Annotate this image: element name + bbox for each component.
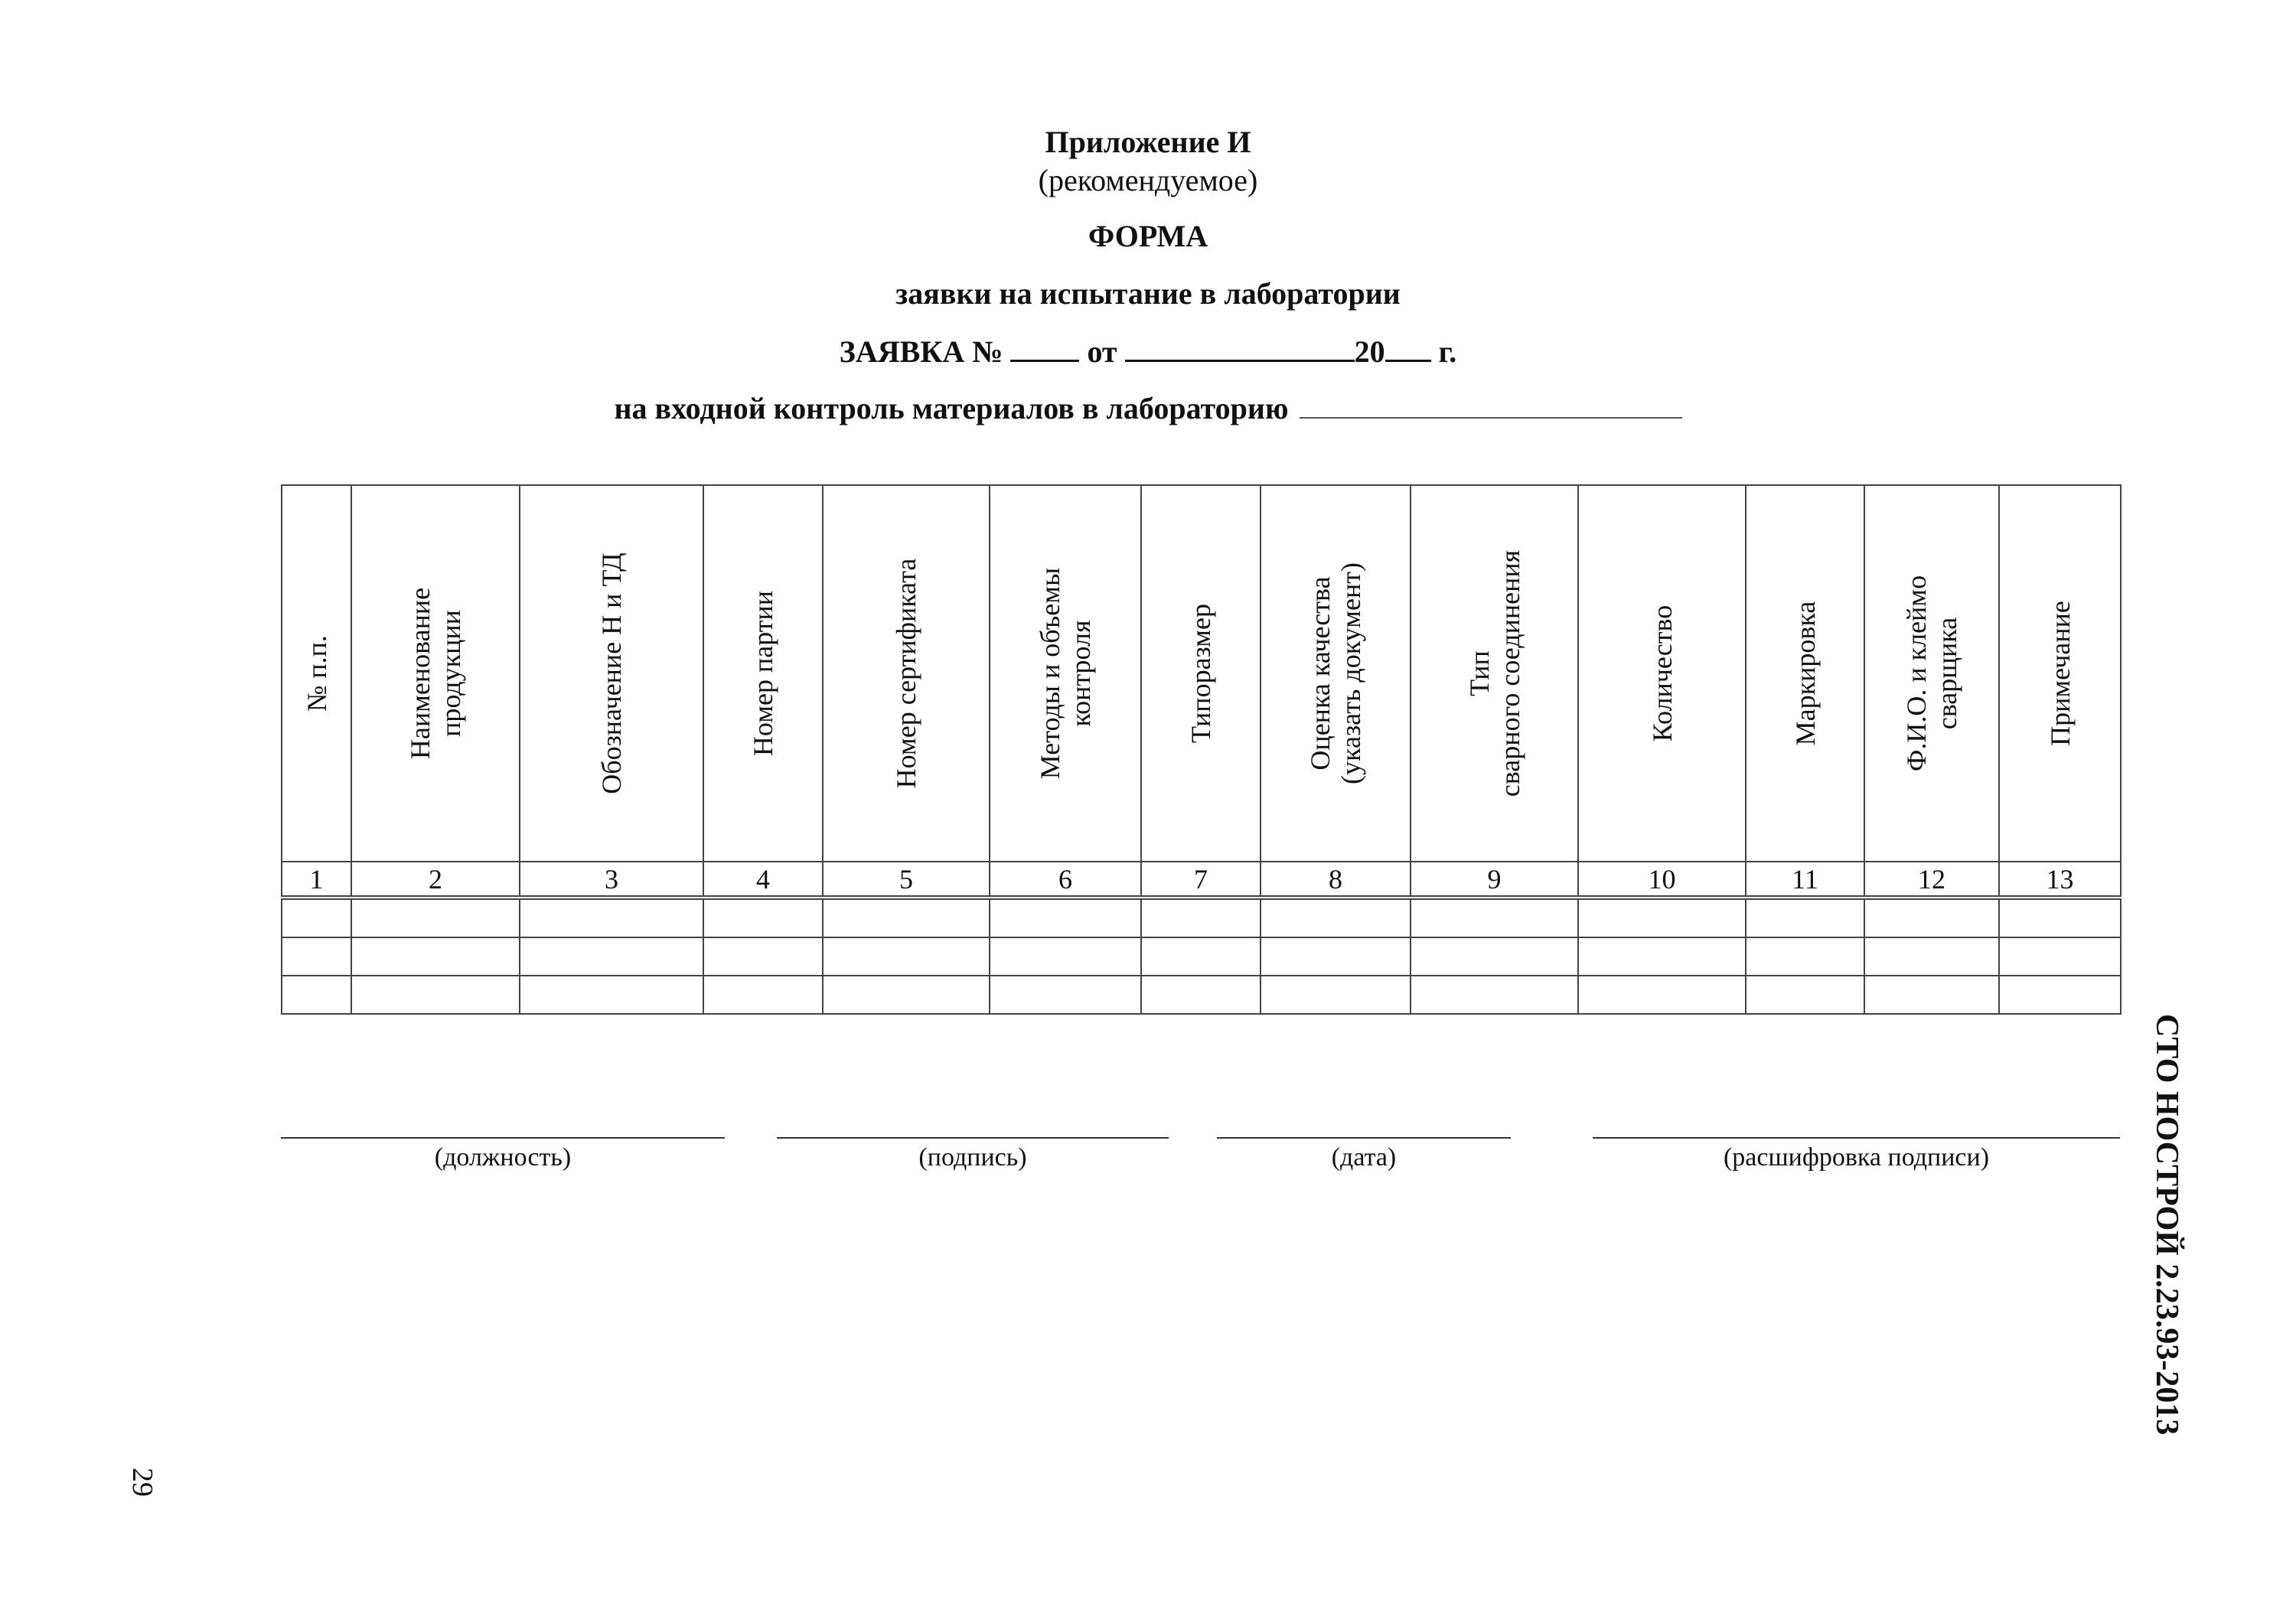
table-cell[interactable]: [351, 937, 520, 976]
request-year-blank[interactable]: [1385, 337, 1431, 362]
table-cell[interactable]: [1999, 976, 2121, 1014]
column-header: Количество: [1578, 485, 1746, 862]
table-cell[interactable]: [1261, 898, 1411, 937]
table-cell[interactable]: [1261, 976, 1411, 1014]
table-cell[interactable]: [823, 976, 990, 1014]
standard-code: СТО НОСТРОЙ 2.23.93-2013: [2149, 1014, 2184, 1436]
column-header: Номер партии: [703, 485, 823, 862]
table-cell[interactable]: [703, 898, 823, 937]
table-cell[interactable]: [823, 898, 990, 937]
table-cell[interactable]: [282, 898, 351, 937]
table-cell[interactable]: [1864, 937, 1999, 976]
column-header: № п.п.: [282, 485, 351, 862]
table-cell[interactable]: [1578, 937, 1746, 976]
column-number: 13: [1999, 862, 2121, 898]
table-cell[interactable]: [703, 976, 823, 1014]
form-heading: ФОРМА: [1088, 219, 1208, 253]
table-cell[interactable]: [1864, 898, 1999, 937]
control-line: [0, 390, 2296, 426]
table-cell[interactable]: [1999, 898, 2121, 937]
signature-date-line[interactable]: [1217, 1137, 1511, 1172]
request-date-blank[interactable]: [1125, 337, 1355, 362]
page-number: 29: [126, 1468, 158, 1497]
column-number: 7: [1141, 862, 1261, 898]
table-cell[interactable]: [520, 898, 703, 937]
request-number-blank[interactable]: [1010, 337, 1079, 362]
signature-decryption-line[interactable]: [1593, 1137, 2120, 1172]
table-cell[interactable]: [990, 898, 1141, 937]
table-cell[interactable]: [1864, 976, 1999, 1014]
table-cell[interactable]: [823, 937, 990, 976]
column-number: 12: [1864, 862, 1999, 898]
table-cell[interactable]: [520, 937, 703, 976]
table-row[interactable]: [282, 976, 2121, 1014]
column-header: Методы и объемы контроля: [990, 485, 1141, 862]
form-purpose: заявки на испытание в лаборатории: [895, 276, 1401, 311]
request-prefix: ЗАЯВКА №: [839, 334, 1003, 369]
table-cell[interactable]: [1746, 898, 1864, 937]
signature-decryption-label: (расшифровка подписи): [1723, 1143, 1990, 1172]
control-text: на входной контроль материалов в лабораторию: [614, 391, 1289, 425]
appendix-title: Приложение И: [1045, 125, 1251, 159]
column-header: Номер сертификата: [823, 485, 990, 862]
table-cell[interactable]: [990, 976, 1141, 1014]
column-number: 4: [703, 862, 823, 898]
table-cell[interactable]: [520, 976, 703, 1014]
appendix-subtitle: (рекомендуемое): [1038, 163, 1258, 197]
request-from: от: [1087, 334, 1117, 369]
signature-sign-line[interactable]: [777, 1137, 1169, 1172]
column-header: Обозначение Н и ТД: [520, 485, 703, 862]
table-cell[interactable]: [351, 898, 520, 937]
request-line: [0, 334, 2296, 370]
column-number: 9: [1411, 862, 1578, 898]
table-cell[interactable]: [1141, 898, 1261, 937]
table-cell[interactable]: [703, 937, 823, 976]
request-table: [281, 484, 2122, 1015]
table-cell[interactable]: [282, 976, 351, 1014]
signature-position-line[interactable]: [281, 1137, 725, 1172]
table-cell[interactable]: [351, 976, 520, 1014]
column-number: 2: [351, 862, 520, 898]
column-number: 11: [1746, 862, 1864, 898]
column-header: Примечание: [1999, 485, 2121, 862]
column-header: Наименование продукции: [351, 485, 520, 862]
table-cell[interactable]: [1999, 937, 2121, 976]
column-header: Ф.И.О. и клеймо сварщика: [1864, 485, 1999, 862]
signature-position-label: (должность): [434, 1143, 572, 1172]
table-cell[interactable]: [1411, 898, 1578, 937]
table-cell[interactable]: [1411, 937, 1578, 976]
column-number: 8: [1261, 862, 1411, 898]
column-number: 6: [990, 862, 1141, 898]
column-header: Маркировка: [1746, 485, 1864, 862]
table-cell[interactable]: [990, 937, 1141, 976]
request-year: 20: [1354, 334, 1385, 369]
table-cell[interactable]: [1261, 937, 1411, 976]
table-cell[interactable]: [1578, 976, 1746, 1014]
table-cell[interactable]: [1578, 898, 1746, 937]
column-header: Оценка качества (указать документ): [1261, 485, 1411, 862]
column-header: Тип сварного соединения: [1411, 485, 1578, 862]
table-cell[interactable]: [1746, 976, 1864, 1014]
signature-sign-label: (подпись): [918, 1143, 1027, 1172]
column-number: 5: [823, 862, 990, 898]
table-cell[interactable]: [1746, 937, 1864, 976]
column-number-row: [282, 862, 2121, 898]
column-number: 10: [1578, 862, 1746, 898]
signature-date-label: (дата): [1331, 1143, 1397, 1172]
laboratory-blank[interactable]: [1300, 394, 1682, 419]
table-cell[interactable]: [1141, 976, 1261, 1014]
request-year-suffix: г.: [1438, 334, 1457, 369]
column-number: 3: [520, 862, 703, 898]
table-header-row: [282, 485, 2121, 862]
table-row[interactable]: [282, 898, 2121, 937]
table-cell[interactable]: [1141, 937, 1261, 976]
column-number: 1: [282, 862, 351, 898]
table-cell[interactable]: [1411, 976, 1578, 1014]
column-header: Типоразмер: [1141, 485, 1261, 862]
table-cell[interactable]: [282, 937, 351, 976]
table-row[interactable]: [282, 937, 2121, 976]
